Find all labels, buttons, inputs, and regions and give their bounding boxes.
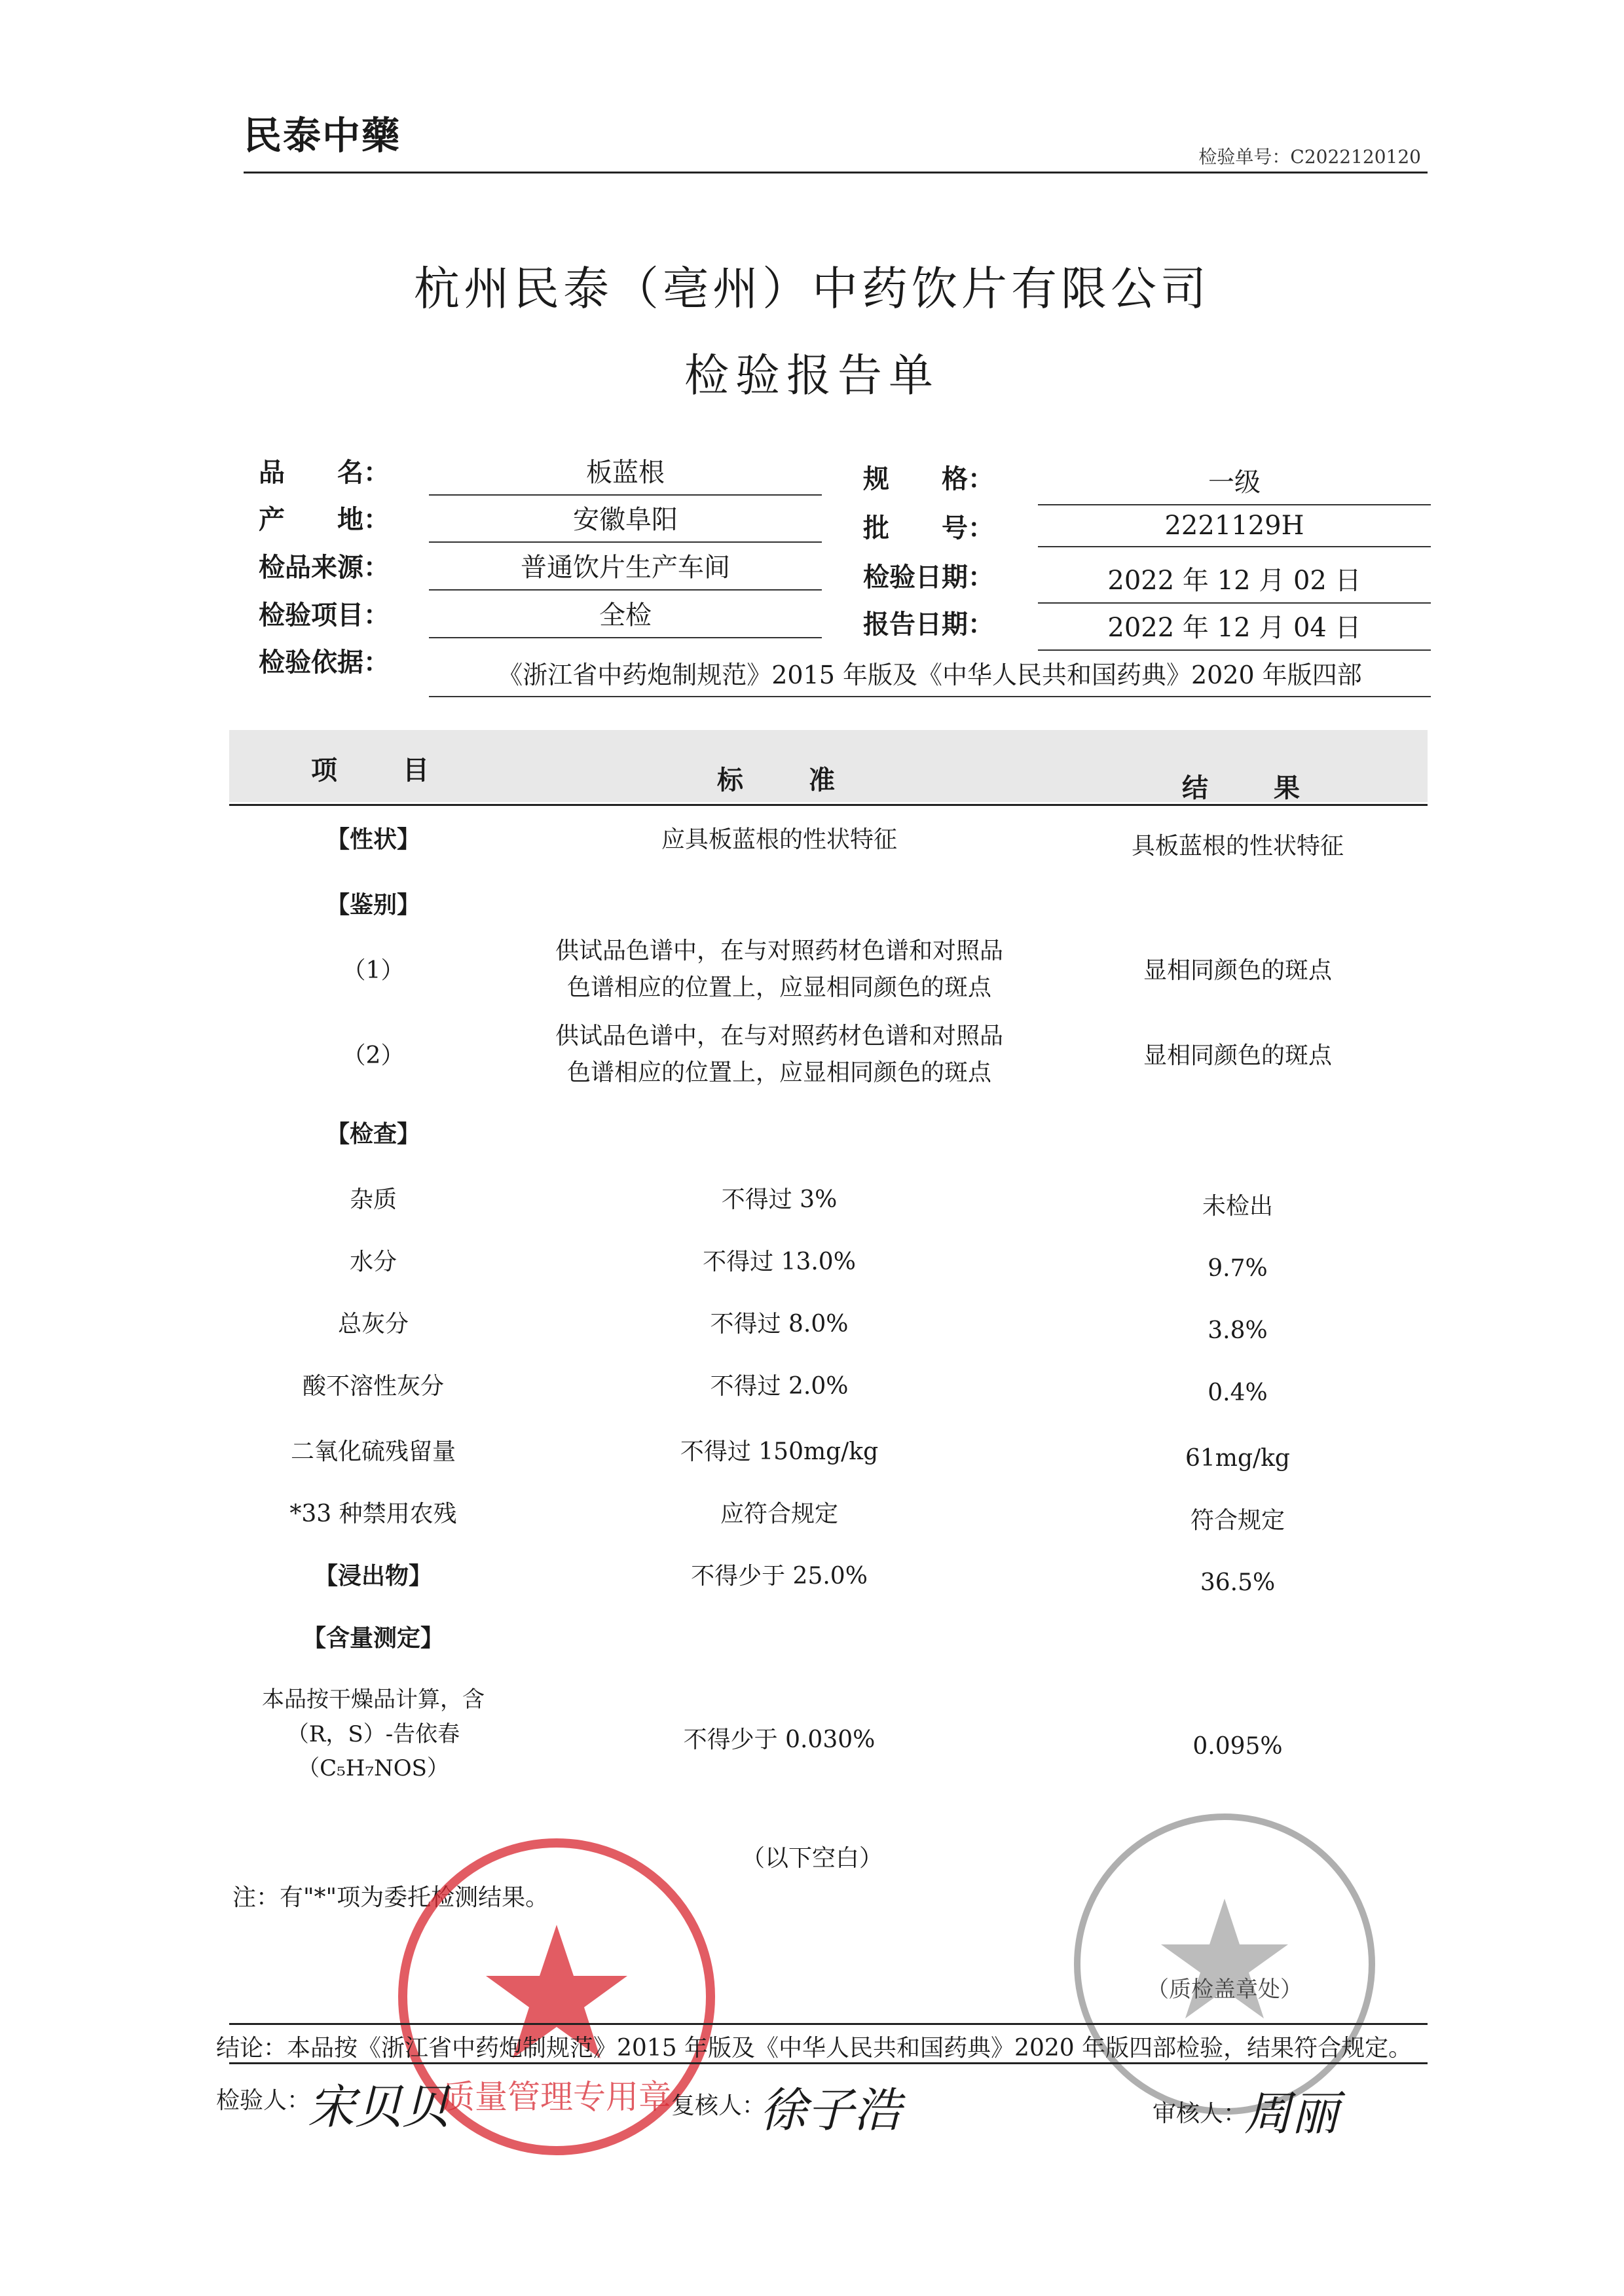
conclusion-bottom-rule [229,2062,1428,2064]
inspector-signature: 宋贝贝 [308,2079,450,2134]
row-result: 36.5% [1200,1569,1276,1596]
row-standard: 供试品色谱中，在与对照药材色谱和对照品 色谱相应的位置上，应显相同颜色的斑点 [555,938,1003,1001]
basis-label: 检验依据： [259,647,390,678]
row-result: 符合规定 [1190,1507,1285,1534]
row-result: 0.095% [1192,1733,1283,1760]
row-standard: 不得过 2.0% [710,1373,849,1400]
auditor-label: 审核人： [1153,2100,1247,2127]
row-item: 水分 [349,1248,397,1275]
inspector-label: 检验人： [216,2087,311,2114]
test-date-value: 2022 年 12 月 02 日 [1038,560,1431,604]
header-result: 结 果 [1182,773,1320,803]
auditor-signature: 周丽 [1244,2086,1339,2141]
blank-note: （以下空白） [741,1845,883,1872]
reviewer-signature: 徐子浩 [760,2083,902,2138]
row-item: *33 种禁用农残 [289,1501,457,1527]
origin-label: 产 地： [259,504,390,535]
inspection-seal-stamp [1061,1800,1388,2128]
company-title: 杭州民泰（亳州）中药饮片有限公司 [414,262,1210,316]
row-item: 【性状】 [325,826,420,853]
batch-label: 批 号： [863,513,994,543]
row-result: 未检出 [1202,1193,1273,1220]
row-result: 9.7% [1208,1255,1268,1282]
document-number: 检验单号：C2022120120 [1198,146,1421,168]
name-label: 品 名： [259,457,390,488]
row-standard: 不得过 3% [721,1186,838,1213]
spec-value: 一级 [1038,462,1431,505]
header-standard: 标 准 [717,765,855,795]
item-value: 全检 [429,594,822,638]
header-rule [244,172,1428,173]
row-standard: 应具板蓝根的性状特征 [661,826,897,853]
row-item: 【鉴别】 [325,891,420,919]
report-date-value: 2022 年 12 月 04 日 [1038,607,1431,651]
basis-value: 《浙江省中药炮制规范》2015 年版及《中华人民共和国药典》2020 年版四部 [429,655,1431,697]
row-result: 具板蓝根的性状特征 [1131,833,1344,860]
row-result: 0.4% [1208,1379,1268,1406]
conclusion-top-rule [229,2023,1428,2025]
source-value: 普通饮片生产车间 [429,547,822,591]
row-item: 本品按干燥品计算，含 （R，S）-告依春 （C₅H₇NOS） [262,1686,485,1782]
company-logo: 民泰中藥 [244,113,401,158]
row-result: 3.8% [1208,1317,1268,1344]
item-label: 检验项目： [259,600,390,630]
footnote: 注：有"*"项为委托检测结果。 [232,1884,549,1911]
reviewer-label: 复核人： [671,2092,766,2119]
row-result: 61mg/kg [1185,1445,1290,1472]
row-standard: 不得过 150mg/kg [680,1438,879,1465]
report-title: 检验报告单 [684,350,940,402]
seal-left-text: 质量管理专用章 [442,2078,671,2116]
row-item: 杂质 [349,1186,397,1213]
row-item: （2） [342,1042,405,1069]
row-item: 【浸出物】 [314,1562,432,1590]
row-standard: 不得过 8.0% [710,1311,849,1338]
row-standard: 供试品色谱中，在与对照药材色谱和对照品 色谱相应的位置上，应显相同颜色的斑点 [555,1023,1003,1086]
row-item: 【检查】 [325,1120,420,1148]
row-item: 总灰分 [337,1311,409,1338]
origin-value: 安徽阜阳 [429,499,822,543]
row-standard: 应符合规定 [720,1501,838,1527]
row-result: 显相同颜色的斑点 [1143,957,1332,984]
batch-value: 2221129H [1038,511,1431,547]
test-date-label: 检验日期： [863,562,994,592]
row-standard: 不得少于 0.030% [683,1726,876,1753]
source-label: 检品来源： [259,552,390,583]
row-standard: 不得过 13.0% [703,1248,856,1275]
row-item: 酸不溶性灰分 [302,1373,444,1400]
conclusion: 结论：本品按《浙江省中药炮制规范》2015 年版及《中华人民共和国药典》2020 年版四部检验，结果符合规定。 [216,2035,1412,2062]
table-header-rule [229,804,1428,806]
header-item: 项 目 [311,755,449,786]
report-date-label: 报告日期： [863,609,994,640]
row-item: （1） [342,957,405,984]
spec-label: 规 格： [863,464,994,494]
row-item: 【含量测定】 [302,1624,444,1652]
seal-right-text: （质检盖章处） [1147,1977,1302,2003]
row-result: 显相同颜色的斑点 [1143,1042,1332,1069]
row-item: 二氧化硫残留量 [290,1438,456,1465]
row-standard: 不得少于 25.0% [691,1563,868,1590]
name-value: 板蓝根 [429,452,822,496]
